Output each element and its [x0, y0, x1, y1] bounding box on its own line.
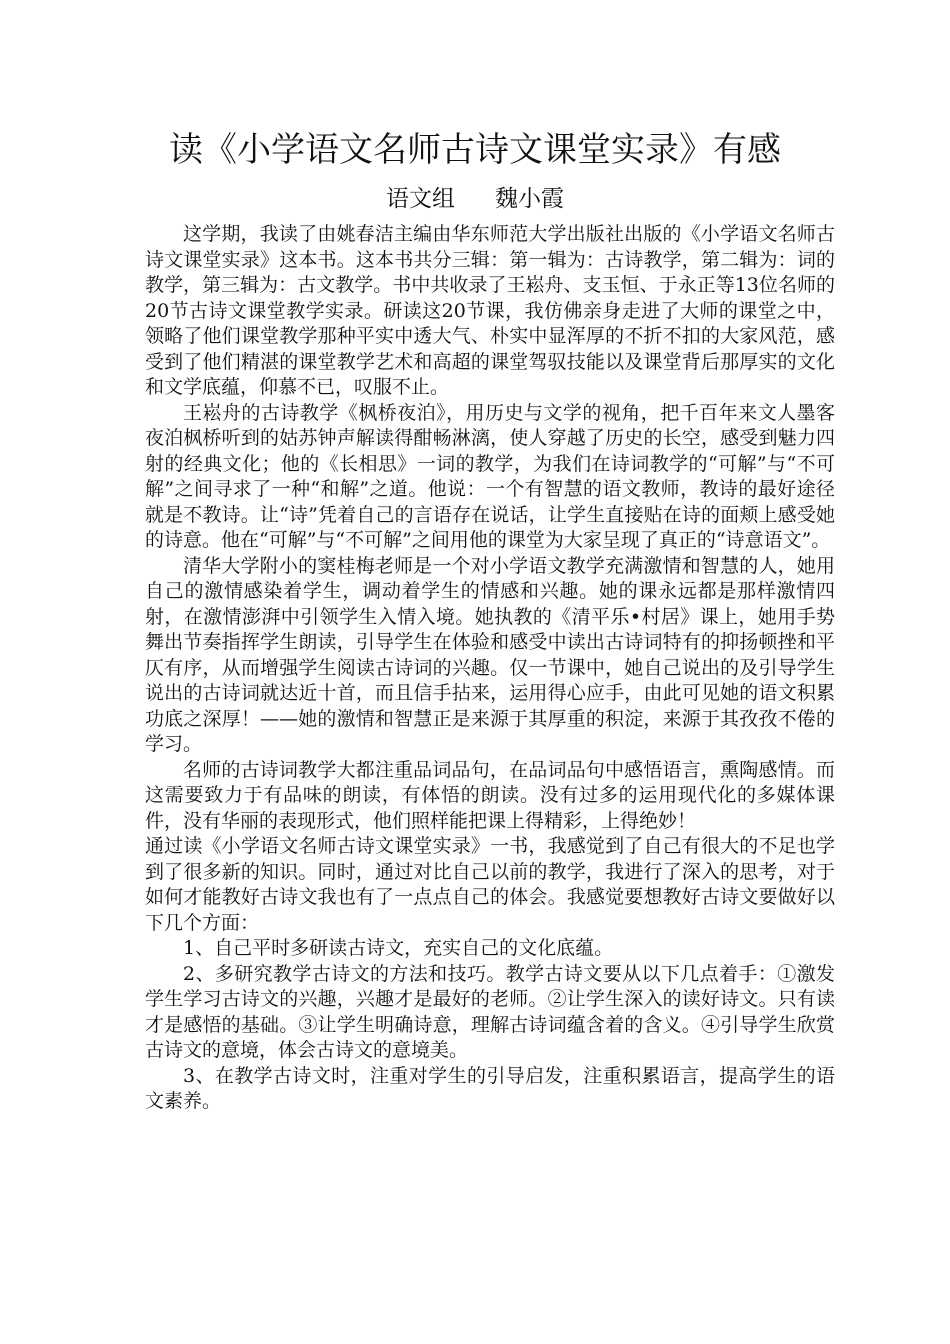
- paragraph-teaching-summary: 名师的古诗词教学大都注重品词品句，在品词品句中感悟语言，熏陶感情。而这需要致力于有品味的朗读，有体悟的朗读。没有过多的运用现代化的多媒体课件，没有华丽的表现形式，他们照样能把课上得精彩，上得绝妙！: [145, 758, 835, 832]
- document-title: 读《小学语文名师古诗文课堂实录》有感: [169, 130, 781, 170]
- paragraph-wang-songzhou: 王崧舟的古诗教学《枫桥夜泊》，用历史与文学的视角，把千百年来文人墨客夜泊枫桥听到的姑苏钟声解读得酣畅淋漓，使人穿越了历史的长空，感受到魅力四射的经典文化；他的《长相思》一词的教学，为我们在诗词教学的“可解”与“不可解”之间寻求了一种“和解”之道。他说：一个有智慧的语文教师，教诗的最好途径就是不教诗。让“诗”凭着自己的言语存在说话，让学生直接贴在诗的面颊上感受她的诗意。他在“可解”与“不可解”之间用他的课堂为大家呈现了真正的“诗意语文”。: [145, 401, 835, 551]
- author-byline: [0, 184, 950, 214]
- paragraph-intro: 这学期，我读了由姚春洁主编由华东师范大学出版社出版的《小学语文名师古诗文课堂实录》这本书。这本书共分三辑：第一辑为：古诗教学，第二辑为：词的教学，第三辑为：古文教学。书中共收录了王崧舟、支玉恒、于永正等13位名师的20节古诗文课堂教学实录。研读这20节课，我仿佛亲身走进了大师的课堂之中，领略了他们课堂教学那种平实中透大气、朴实中显浑厚的不折不扣的大家风范，感受到了他们精湛的课堂教学艺术和高超的课堂驾驭技能以及课堂背后那厚实的文化和文学底蕴，仰慕不已，叹服不止。: [145, 223, 835, 398]
- author-group: 语文组: [386, 186, 455, 212]
- document-body: [145, 222, 835, 1115]
- list-item-1: 1、自己平时多研读古诗文，充实自己的文化底蕴。: [183, 937, 614, 959]
- author-name: 魏小霞: [495, 186, 564, 212]
- paragraph-dou-guimei: 清华大学附小的窦桂梅老师是一个对小学语文教学充满激情和智慧的人，她用自己的激情感染着学生，调动着学生的情感和兴趣。她的课永远都是那样激情四射，在激情澎湃中引领学生入情入境。她执教的《清平乐•村居》课上，她用手势舞出节奏指挥学生朗读，引导学生在体验和感受中读出古诗词特有的抑扬顿挫和平仄有序，从而增强学生阅读古诗词的兴趣。仅一节课中，她自己说出的及引导学生说出的古诗词就达近十首，而且信手拈来，运用得心应手，由此可见她的语文积累功底之深厚！——她的激情和智慧正是来源于其厚重的积淀，来源于其孜孜不倦的学习。: [145, 554, 835, 755]
- list-item-2: 2、多研究教学古诗文的方法和技巧。教学古诗文要从以下几点着手：①激发学生学习古诗文的兴趣，兴趣才是最好的老师。②让学生深入的读好诗文。只有读才是感悟的基础。③让学生明确诗意，理解古诗词蕴含着的含义。④引导学生欣赏古诗文的意境，体会古诗文的意境美。: [145, 962, 835, 1061]
- list-item-3: 3、在教学古诗文时，注重对学生的引导启发，注重积累语言，提高学生的语文素养。: [145, 1064, 835, 1112]
- paragraph-reflection: 通过读《小学语文名师古诗文课堂实录》一书，我感觉到了自己有很大的不足也学到了很多新的知识。同时，通过对比自己以前的教学，我进行了深入的思考，对于如何才能教好古诗文我也有了一点点自己的体会。我感觉要想教好古诗文要做好以下几个方面：: [145, 835, 835, 934]
